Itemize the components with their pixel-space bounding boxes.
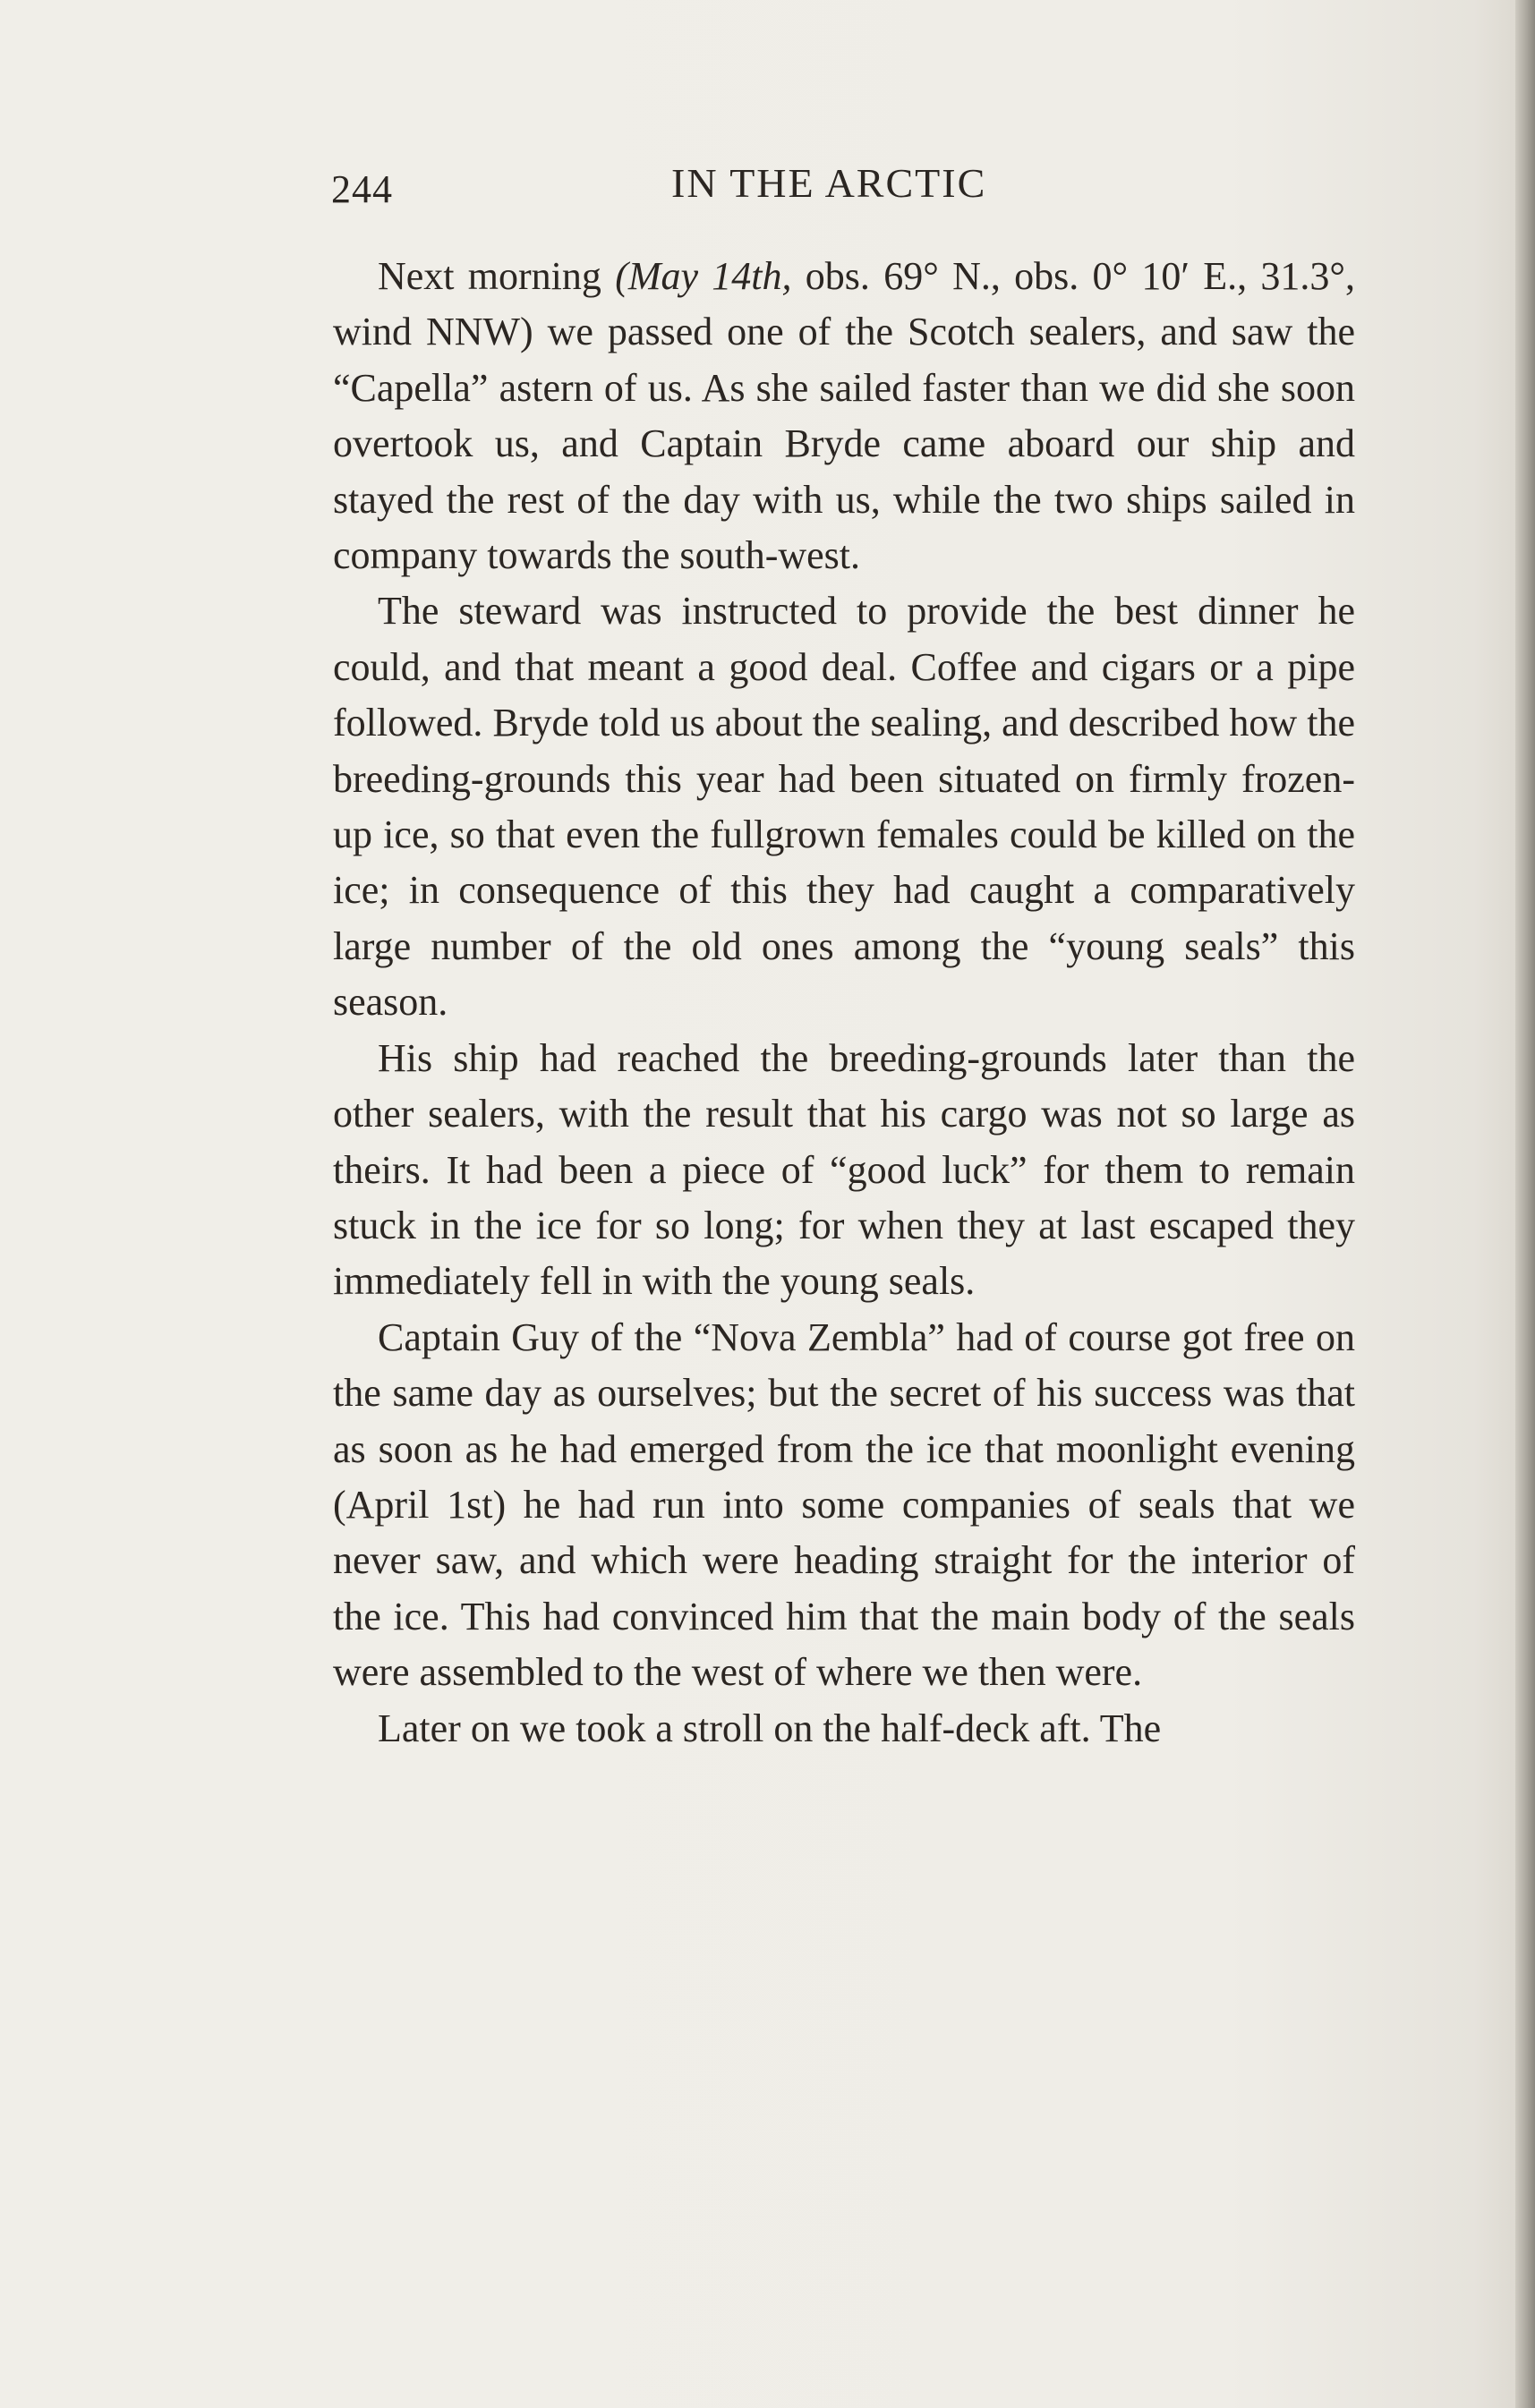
page-edge-shadow	[1515, 0, 1535, 2408]
page-number: 244	[331, 167, 393, 211]
paragraph: Later on we took a stroll on the half-deck aft. The	[378, 1706, 1162, 1750]
paragraph: His ship had reached the breeding-grounds later than the other sealers, with the result that his cargo was not so large as theirs. It had been a piece of “good luck” for them to remain stuck in the ice for so long; for when they at last escaped they immediately fell in with the young seals.	[333, 1035, 1355, 1304]
paragraph-lead: Next morning	[378, 254, 616, 298]
paragraph-text: obs. 69° N., obs. 0° 10′ E., 31.3°, wind NNW) we passed one of the Scotch sealers, and saw the “Capella” astern of us. As she sailed faster than we did she soon overtook us, and Captain Bryde came aboard our ship and stayed the rest of the day with us, while the two ships sailed in company towards the south-west.	[333, 254, 1356, 578]
paragraph: Captain Guy of the “Nova Zembla” had of course got free on the same day as ourselves; but the secret of his success was that as soon as he had emerged from the ice that moonlight evening (April 1st) he had run into some companies of seals that we never saw, and which were heading straight for the interior of the ice. This had convinced him that the main body of the seals were assembled to the west of where we then were.	[333, 1315, 1355, 1695]
body-text	[333, 249, 1355, 1757]
paragraph: The steward was instructed to provide the best dinner he could, and that meant a good deal. Coffee and cigars or a pipe followed. Bryde told us about the sealing, and described how the breeding-grounds this year had been situated on firmly frozen-up ice, so that even the fullgrown females could be killed on the ice; in consequence of this they had caught a comparatively large number of the old ones among the “young seals” this season.	[333, 589, 1355, 1025]
paragraph	[333, 249, 1355, 583]
running-head	[331, 159, 1360, 222]
date-reference: (May 14th,	[615, 254, 792, 298]
running-title: IN THE ARCTIC	[671, 160, 987, 206]
